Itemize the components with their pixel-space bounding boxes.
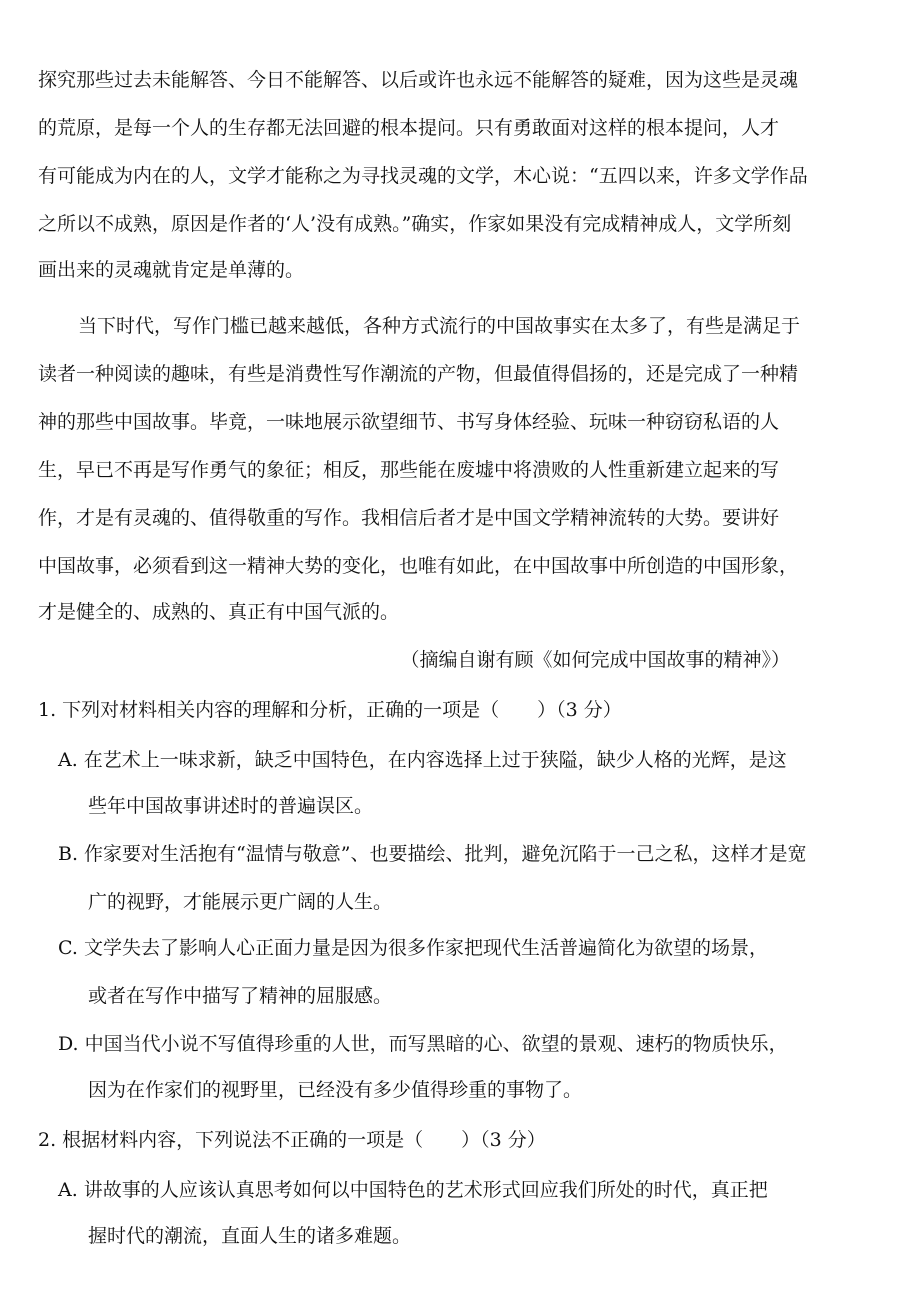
passage-line: 画出来的灵魂就肯定是单薄的。: [38, 259, 305, 281]
question-1-option-d: D. 中国当代小说不写值得珍重的人世，而写黑暗的心、欲望的景观、速朽的物质快乐，: [58, 1033, 788, 1055]
passage-line: 生，早已不再是写作勇气的象征；相反，那些能在废墟中将溃败的人性重新建立起来的写: [38, 459, 780, 481]
question-1-option-a-cont: 些年中国故事讲述时的普遍误区。: [88, 795, 374, 817]
passage-line: 读者一种阅读的趣味，有些是消费性写作潮流的产物，但最值得倡扬的，还是完成了一种精: [38, 363, 799, 385]
question-1-option-b-cont: 广的视野，才能展示更广阔的人生。: [88, 891, 393, 913]
passage-line: 有可能成为内在的人，文学才能称之为寻找灵魂的文学，木心说：“五四以来，许多文学作品: [38, 165, 808, 187]
question-1-option-c-cont: 或者在写作中描写了精神的屈服感。: [88, 985, 393, 1007]
passage-line: 中国故事，必须看到这一精神大势的变化，也唯有如此，在中国故事中所创造的中国形象，: [38, 555, 799, 577]
passage-line: 探究那些过去未能解答、今日不能解答、以后或许也永远不能解答的疑难，因为这些是灵魂: [38, 69, 799, 91]
question-1-option-b: B. 作家要对生活抱有“温情与敬意”、也要描绘、批判，避免沉陷于一己之私，这样才是宽: [58, 843, 807, 865]
question-2-option-a: A. 讲故事的人应该认真思考如何以中国特色的艺术形式回应我们所处的时代，真正把: [58, 1179, 768, 1201]
question-1-option-c: C. 文学失去了影响人心正面力量是因为很多作家把现代生活普遍简化为欲望的场景，: [58, 937, 768, 959]
question-1-option-a: A. 在艺术上一味求新，缺乏中国特色，在内容选择上过于狭隘，缺少人格的光辉，是这: [58, 749, 787, 771]
passage-line: 才是健全的、成熟的、真正有中国气派的。: [38, 601, 400, 623]
question-1-option-d-cont: 因为在作家们的视野里，已经没有多少值得珍重的事物了。: [88, 1079, 583, 1101]
question-1-stem: 1. 下列对材料相关内容的理解和分析，正确的一项是（ ）（3 分）: [38, 699, 622, 721]
passage-source: （摘编自谢有顾《如何完成中国故事的精神》）: [400, 649, 790, 671]
passage-line: 神的那些中国故事。毕竟，一味地展示欲望细节、书写身体经验、玩味一种窃窃私语的人: [38, 411, 780, 433]
passage-line: 当下时代，写作门槛已越来越低，各种方式流行的中国故事实在太多了，有些是满足于: [78, 315, 801, 337]
passage-line: 之所以不成熟，原因是作者的‘人’没有成熟。”确实，作家如果没有完成精神成人，文学所刻: [38, 213, 792, 235]
passage-line: 作，才是有灵魂的、值得敬重的写作。我相信后者才是中国文学精神流转的大势。要讲好: [38, 507, 780, 529]
passage-line: 的荒原，是每一个人的生存都无法回避的根本提问。只有勇敢面对这样的根本提问，人才: [38, 117, 780, 139]
question-2-stem: 2. 根据材料内容，下列说法不正确的一项是（ ）（3 分）: [38, 1129, 546, 1151]
question-2-option-a-cont: 握时代的潮流，直面人生的诸多难题。: [88, 1225, 412, 1247]
